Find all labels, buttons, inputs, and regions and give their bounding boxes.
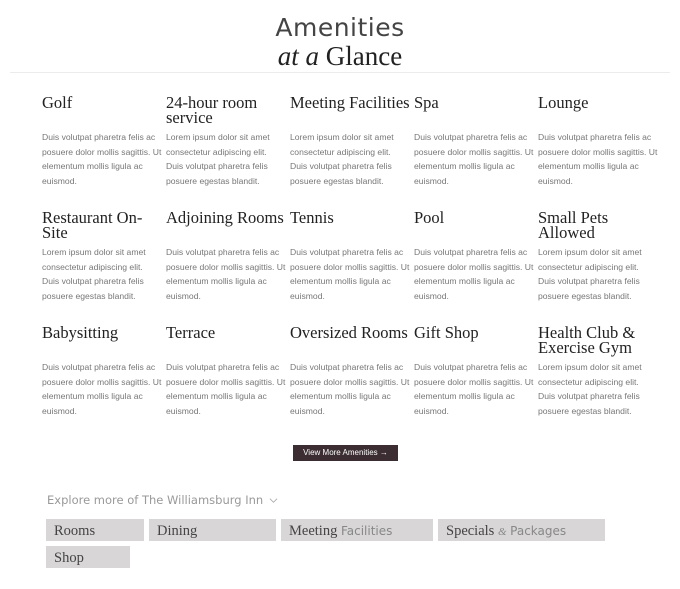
amenity-title: Tennis [290, 208, 334, 227]
amenity-item [290, 93, 410, 211]
nav-item-shop[interactable] [46, 546, 130, 568]
amenity-item [414, 323, 534, 441]
nav-item-specials[interactable] [438, 519, 605, 541]
amenity-title: Restaurant On-Site [42, 208, 143, 242]
amenity-description: Duis volutpat pharetra felis ac posuere dolor mollis sagittis. Ut elementum mollis ligula ac euismod. [414, 132, 534, 186]
amenity-title: Adjoining Rooms [166, 208, 284, 227]
header-divider [10, 72, 670, 73]
nav-item-ampersand: & [497, 526, 507, 538]
nav-item-sublabel: Packages [510, 524, 567, 538]
amenity-title: Lounge [538, 93, 589, 112]
amenity-description: Duis volutpat pharetra felis ac posuere dolor mollis sagittis. Ut elementum mollis ligula ac euismod. [538, 132, 658, 186]
nav-item-label: Rooms [54, 523, 96, 539]
amenity-description: Lorem ipsum dolor sit amet consectetur adipiscing elit. Duis volutpat pharetra felis posuere egestas blandit. [538, 362, 642, 416]
amenity-description: Duis volutpat pharetra felis ac posuere dolor mollis sagittis. Ut elementum mollis ligula ac euismod. [166, 362, 286, 416]
amenity-item [290, 323, 410, 441]
chevron-down-icon [269, 496, 278, 505]
view-more-amenities-button[interactable]: View More Amenities → [293, 445, 398, 461]
amenity-item [414, 208, 534, 326]
amenity-item [42, 208, 162, 326]
amenity-title: Oversized Rooms [290, 323, 408, 342]
amenity-item [538, 93, 658, 211]
amenities-row [42, 323, 662, 441]
page-title-line2 [0, 42, 680, 70]
explore-more-label: Explore more of The Williamsburg Inn [47, 493, 264, 507]
amenity-title: 24-hour room service [166, 93, 258, 127]
amenity-title: Babysitting [42, 323, 119, 342]
nav-item-label: Dining [157, 523, 198, 539]
amenity-description: Lorem ipsum dolor sit amet consectetur adipiscing elit. Duis volutpat pharetra felis posuere egestas blandit. [42, 247, 146, 301]
amenity-description: Duis volutpat pharetra felis ac posuere dolor mollis sagittis. Ut elementum mollis ligula ac euismod. [414, 362, 534, 416]
amenity-description: Duis volutpat pharetra felis ac posuere dolor mollis sagittis. Ut elementum mollis ligula ac euismod. [166, 247, 286, 301]
amenities-grid [42, 93, 662, 441]
amenity-title: Golf [42, 93, 73, 112]
amenity-description: Duis volutpat pharetra felis ac posuere dolor mollis sagittis. Ut elementum mollis ligula ac euismod. [42, 362, 162, 416]
page-title-italic: at a [277, 41, 320, 71]
amenity-item [166, 208, 286, 326]
amenities-row [42, 208, 662, 326]
page-title-main: Glance [325, 41, 403, 71]
amenity-description: Duis volutpat pharetra felis ac posuere dolor mollis sagittis. Ut elementum mollis ligula ac euismod. [290, 247, 410, 301]
nav-item-meeting[interactable] [281, 519, 433, 541]
amenity-item [538, 323, 658, 441]
amenity-item [538, 208, 658, 326]
amenity-item [42, 323, 162, 441]
amenity-description: Duis volutpat pharetra felis ac posuere dolor mollis sagittis. Ut elementum mollis ligula ac euismod. [290, 362, 410, 416]
nav-item-label: Specials [446, 523, 495, 539]
amenity-title: Spa [414, 93, 439, 112]
amenity-description: Lorem ipsum dolor sit amet consectetur adipiscing elit. Duis volutpat pharetra felis posuere egestas blandit. [538, 247, 642, 301]
amenity-item [290, 208, 410, 326]
nav-item-label: Shop [54, 550, 84, 566]
amenity-item [414, 93, 534, 211]
amenity-title: Pool [414, 208, 445, 227]
explore-more-dropdown[interactable] [47, 493, 278, 507]
amenity-title: Gift Shop [414, 323, 479, 342]
amenity-description: Duis volutpat pharetra felis ac posuere dolor mollis sagittis. Ut elementum mollis ligula ac euismod. [42, 132, 162, 186]
page-title-line1: Amenities [275, 13, 405, 42]
amenity-description: Duis volutpat pharetra felis ac posuere dolor mollis sagittis. Ut elementum mollis ligula ac euismod. [414, 247, 534, 301]
explore-nav-list [46, 519, 626, 573]
amenity-title: Meeting Facilities [290, 93, 410, 112]
amenity-item [42, 93, 162, 211]
amenity-description: Lorem ipsum dolor sit amet consectetur adipiscing elit. Duis volutpat pharetra felis posuere egestas blandit. [166, 132, 270, 186]
nav-item-dining[interactable] [149, 519, 276, 541]
amenity-item [166, 323, 286, 441]
explore-nav [46, 519, 626, 573]
nav-item-label: Meeting [289, 523, 338, 539]
amenity-item [166, 93, 286, 211]
amenity-title: Small Pets Allowed [538, 208, 609, 242]
page-header [0, 0, 680, 70]
amenity-title: Health Club & Exercise Gym [538, 323, 636, 357]
nav-item-rooms[interactable] [46, 519, 144, 541]
amenity-title: Terrace [166, 323, 216, 342]
amenities-row [42, 93, 662, 211]
amenity-description: Lorem ipsum dolor sit amet consectetur adipiscing elit. Duis volutpat pharetra felis posuere egestas blandit. [290, 132, 394, 186]
nav-item-sublabel: Facilities [340, 524, 393, 538]
